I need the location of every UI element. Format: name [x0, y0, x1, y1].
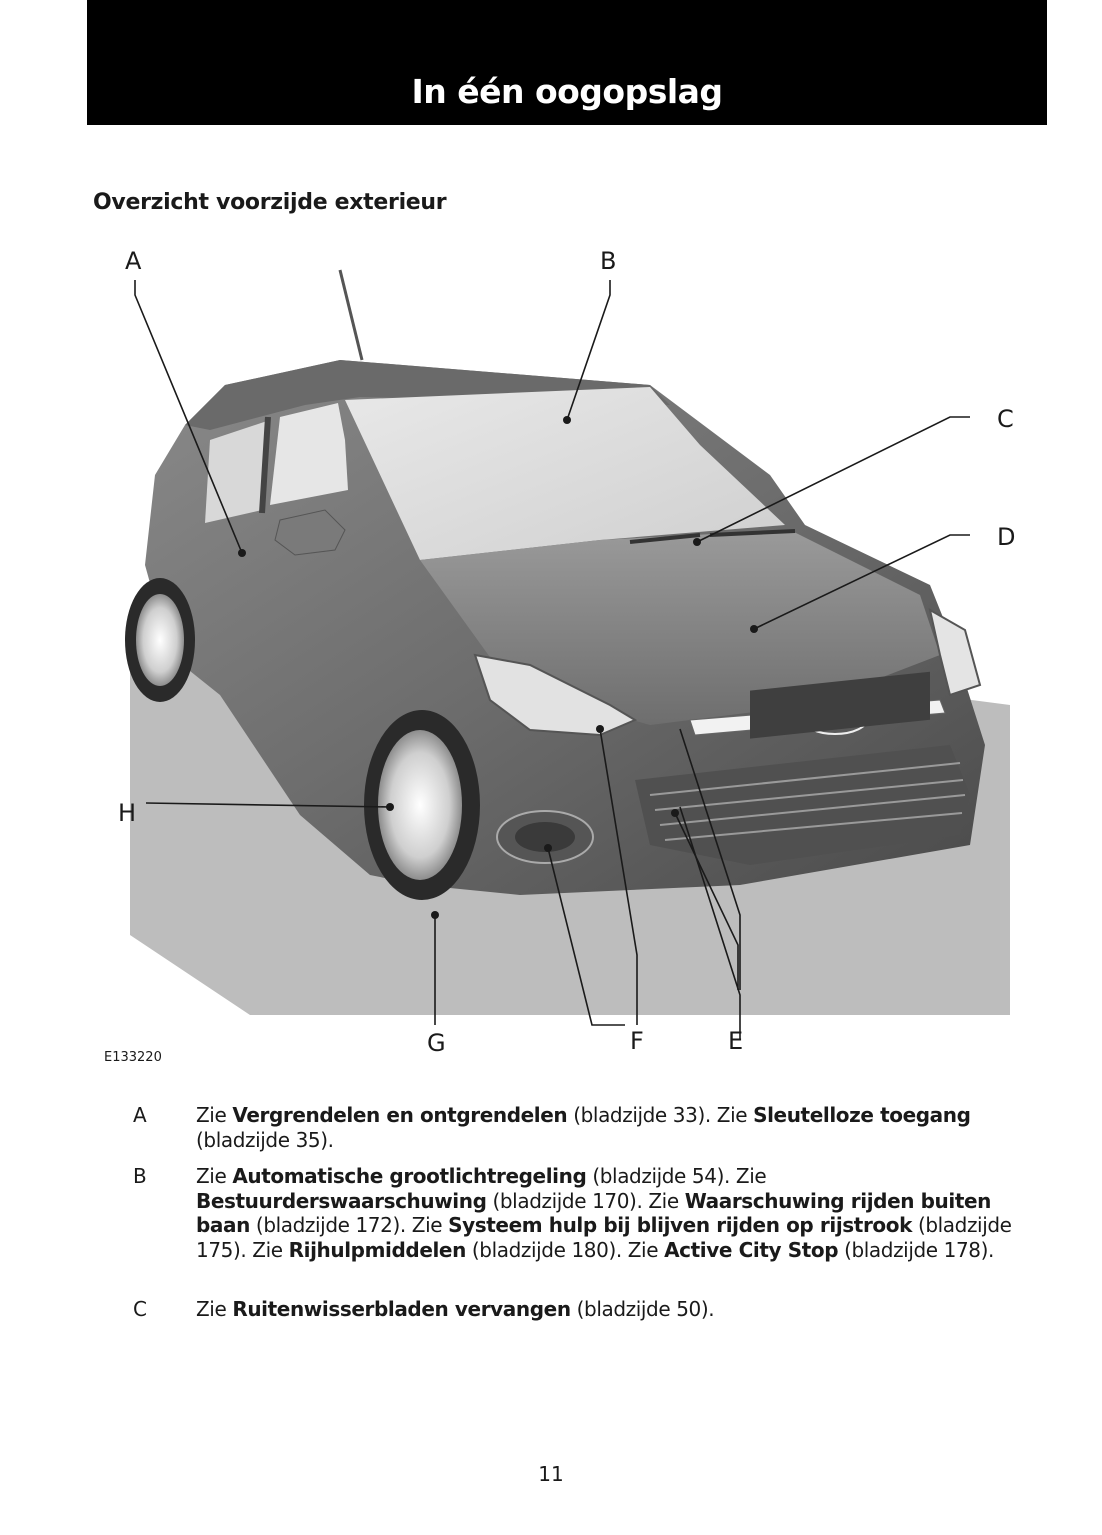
legend-reference: Sleutelloze toegang [753, 1103, 971, 1127]
legend-reference: Vergrendelen en ontgrendelen [232, 1103, 568, 1127]
callout-a: A [125, 247, 142, 275]
side-window-front [270, 403, 348, 505]
legend-run: (bladzijde 35). [196, 1127, 334, 1152]
callout-e: E [728, 1027, 744, 1055]
legend-run: (bladzijde 178). [838, 1237, 994, 1262]
legend-run: (bladzijde 180). Zie [465, 1237, 665, 1262]
page-title: In één oogopslag [411, 72, 723, 111]
legend-reference: Systeem hulp bij blijven rijden op rijstrook [448, 1213, 912, 1237]
legend-reference: Waarschuwing rijden buiten baan [196, 1188, 992, 1237]
header-bar [87, 0, 1047, 125]
legend-run: (bladzijde 54). Zie [586, 1164, 767, 1188]
figure-code: E133220 [104, 1050, 162, 1065]
callout-c: C [997, 405, 1014, 433]
legend-run: (bladzijde 33). Zie [567, 1103, 754, 1127]
legend-run: Zie [196, 1297, 233, 1321]
legend-text [196, 1164, 1041, 1262]
callout-b: B [600, 247, 617, 275]
legend-reference: Ruitenwisserbladen vervangen [232, 1297, 571, 1321]
section-title: Overzicht voorzijde exterieur [93, 190, 447, 215]
car-exterior-figure [90, 235, 1030, 1075]
legend-letter: C [133, 1297, 147, 1321]
callout-h: H [118, 799, 137, 827]
car-illustration [90, 235, 1030, 1075]
legend-run: Zie [196, 1164, 233, 1188]
page-number: 11 [538, 1462, 564, 1486]
legend-run: (bladzijde 172). Zie [249, 1213, 449, 1237]
legend-run: (bladzijde 175). Zie [196, 1213, 1012, 1262]
legend-text [196, 1103, 1041, 1152]
legend-letter: B [133, 1164, 147, 1188]
legend-letter: A [133, 1103, 147, 1127]
legend-run: Zie [196, 1103, 233, 1127]
legend-reference: Bestuurderswaarschuwing [196, 1188, 487, 1213]
antenna [340, 270, 362, 360]
legend-run: (bladzijde 170). Zie [486, 1188, 685, 1213]
callout-g: G [427, 1029, 446, 1057]
callout-d: D [997, 523, 1016, 551]
legend-reference: Automatische grootlichtregeling [232, 1164, 587, 1188]
legend-reference: Rijhulpmiddelen [288, 1237, 466, 1262]
legend-text [196, 1297, 1041, 1322]
callout-f: F [630, 1027, 644, 1055]
legend-reference: Active City Stop [664, 1237, 839, 1262]
legend-run: (bladzijde 50). [570, 1297, 715, 1321]
